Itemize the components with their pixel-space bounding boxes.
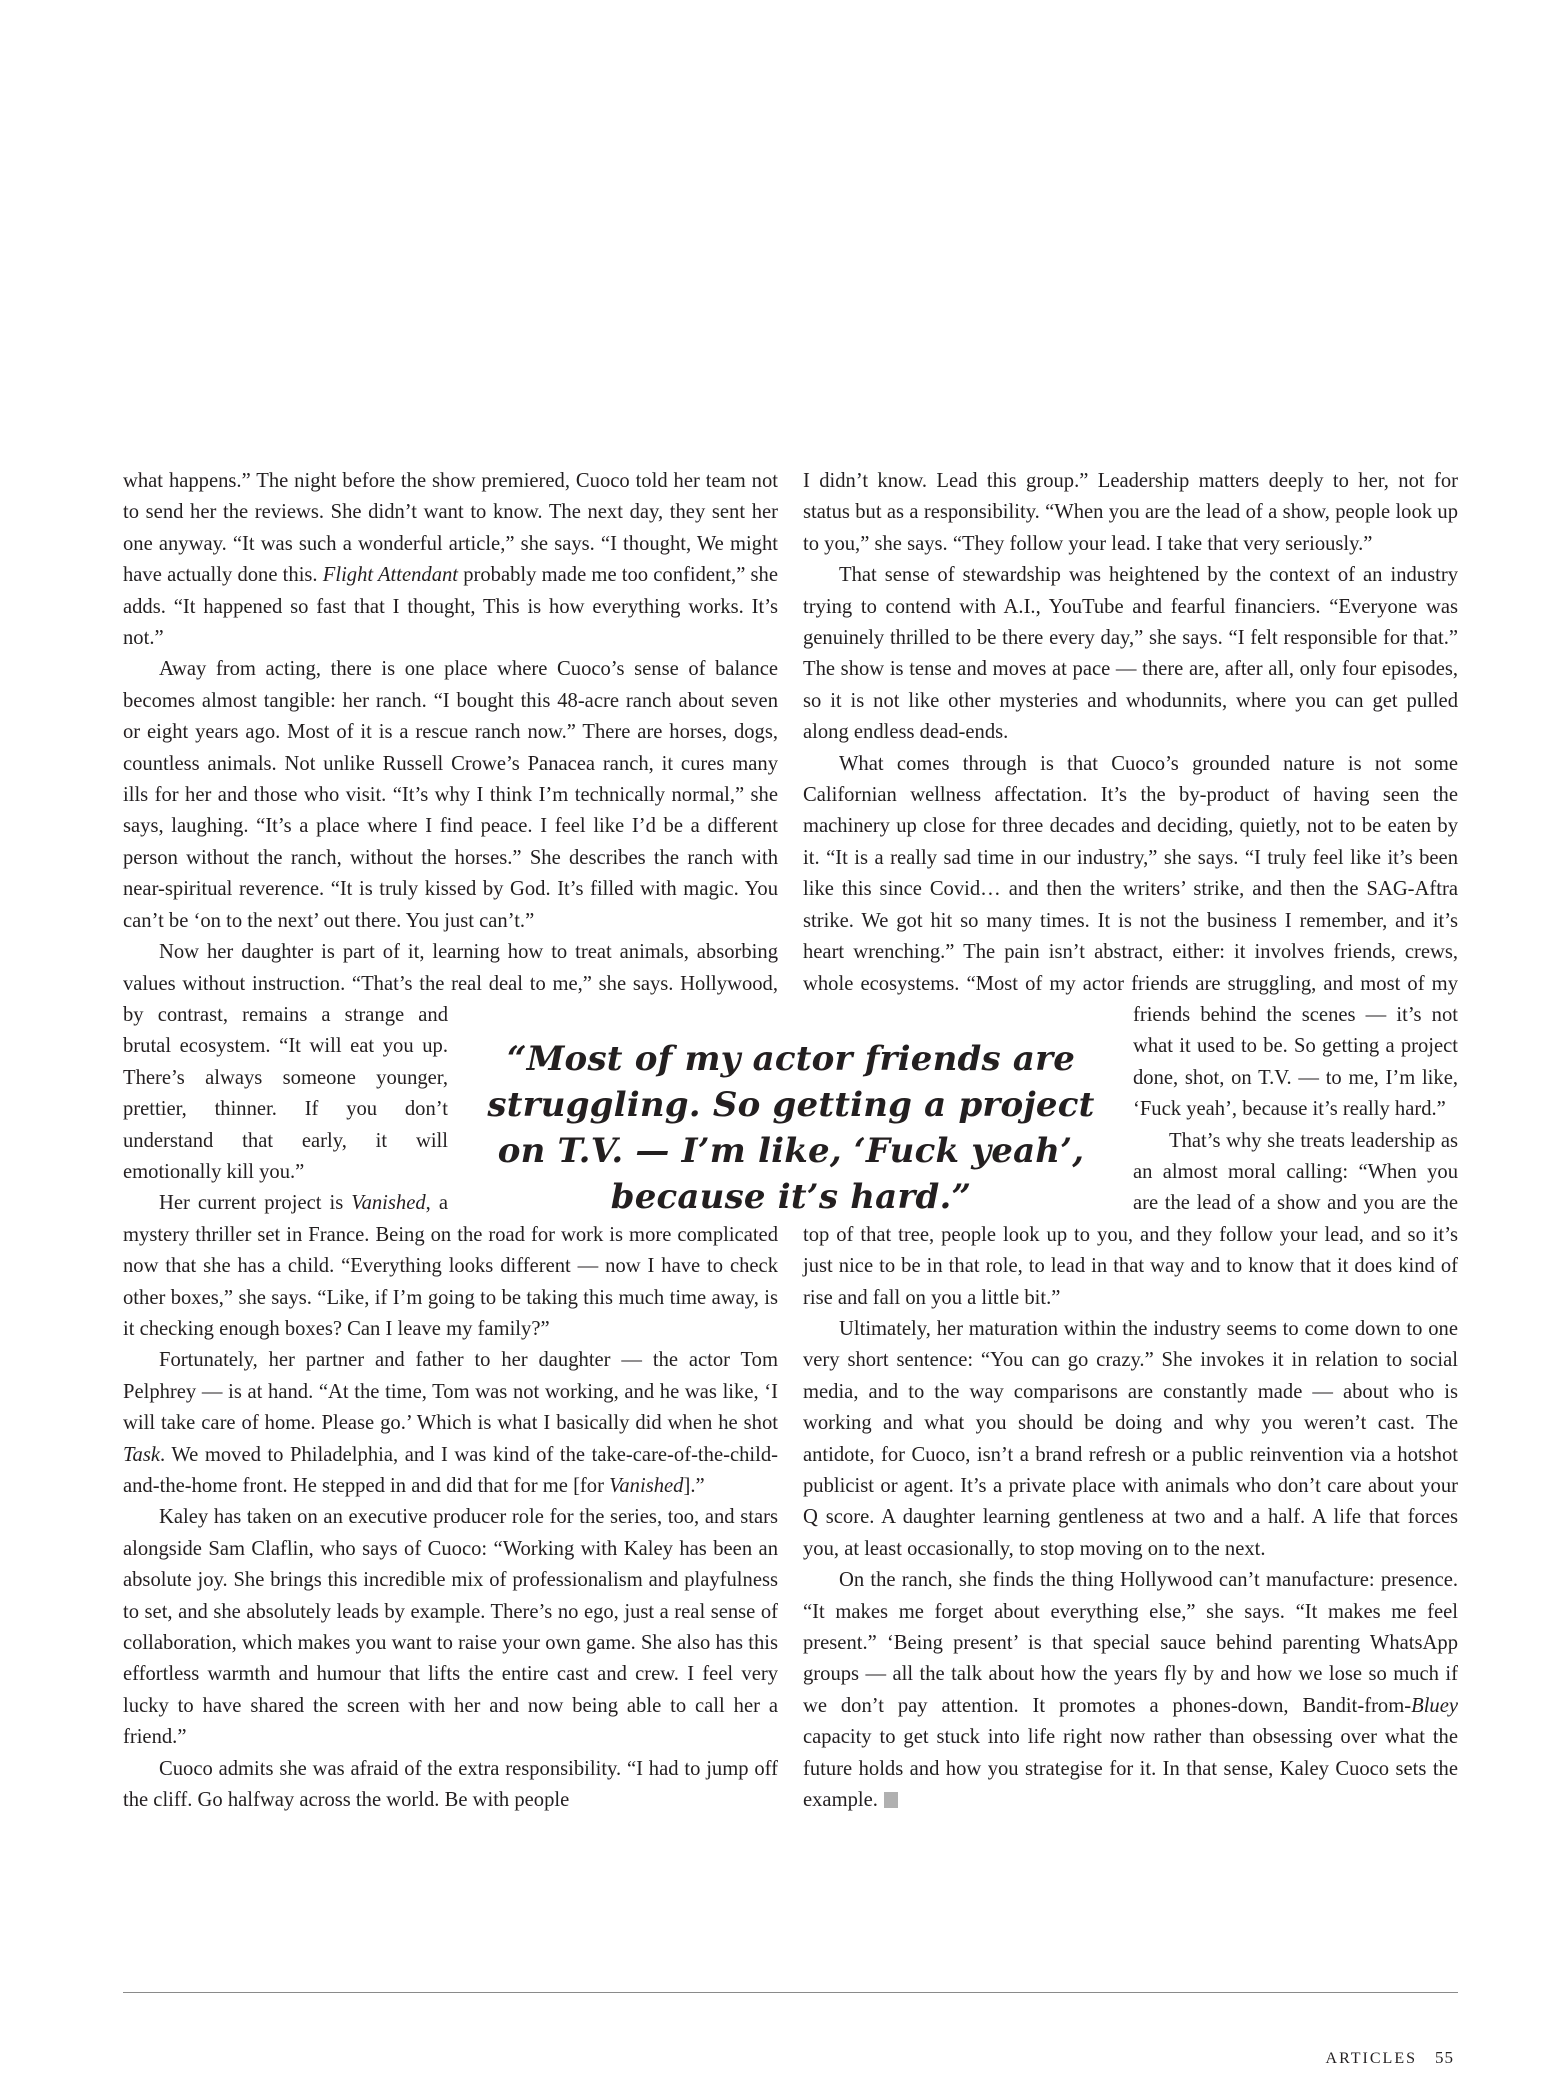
paragraph: I didn’t know. Lead this group.” Leadership matters deeply to her, not for status but as a responsibility. “When you are the lead of a show, people look up to you,” she says. “They follow your lead. I take that very seriously.”	[803, 470, 1458, 555]
italic-title: Flight Attendant	[322, 564, 459, 587]
text: On the ranch, she finds the thing Hollywood can’t manufacture: presence. “It makes me forget about everything else,” she says. “It makes me feel present.” ‘Being present’ is that special sauce behind parenting WhatsApp groups — all the talk about how the years fly by and how we lose so much if we don’t pay attention. It promotes a phones-down, Bandit-from-	[803, 1569, 1458, 1717]
paragraph: Cuoco admits she was afraid of the extra responsibility. “I had to jump off the cliff. Go halfway across the world. Be with people	[123, 1757, 778, 1812]
text: Her current project is	[159, 1192, 352, 1215]
italic-title: Vanished	[609, 1475, 684, 1497]
paragraph: Ultimately, her maturation within the industry seems to come down to one very short sentence: “You can go crazy.” She invokes it in relation to social media, and to the way comparisons are constantly made — about who is working and what you should be doing and why you weren’t cast. The antidote, for Cuoco, isn’t a brand refresh or a public reinvention via a hotshot publicist or agent. It’s a private place with animals who don’t care about your Q score. A daughter learning gentleness at two and a half. A life that forces you, at least occasionally, to stop moving on to the next.	[803, 1317, 1458, 1560]
paragraph: Now her daughter is part of it, learning how to treat animals, absorbing values without instruction. “That’s the real deal to me,” she says. Hollywood, by contrast, remains a strange and brutal ecosystem. “It will eat you up. There’s always someone younger, prettier, thinner. If you don’t understand that early, it will emotionally kill you.”	[123, 941, 778, 1183]
text: . We moved to Philadelphia, and I was kind of the take-care-of-the-child-and-the-home front. He stepped in and did that for me [for	[123, 1443, 778, 1497]
paragraph	[123, 466, 778, 654]
italic-title: Vanished	[351, 1192, 426, 1215]
text: ].”	[683, 1475, 705, 1497]
text: Fortunately, her partner and father to her daughter — the actor Tom Pelphrey — is at hand. “At the time, Tom was not working, and he was like, ‘I will take care of home. Please go.’ Which is what I basically did when he shot	[123, 1349, 778, 1435]
paragraph: That’s why she treats leadership as an almost moral calling: “When you are the lead of a show and you are the top of that tree, people look up to you, and they follow your lead, and so it’s just nice to be in that role, to lead in that way and to know that it does kind of rise and fall on you a little bit.”	[803, 1129, 1458, 1309]
page-footer	[1326, 2048, 1454, 2068]
italic-title: Task	[123, 1443, 161, 1466]
text: probably made me too confident,” she adds. “It happened so fast that I thought, This is how everything works. It’s not.”	[123, 564, 778, 650]
footer-rule	[123, 1992, 1458, 1993]
italic-title: Bluey	[1411, 1694, 1458, 1717]
section-label: ARTICLES	[1325, 2050, 1417, 2067]
end-mark-icon	[884, 1792, 898, 1808]
text: , a mystery thriller set in France. Being on the road for work is more complicated now that she has a child. “Everything looks different — now I have to check other boxes,” she says. “Like, if I’m going to be taking this much time away, is it checking enough boxes? Can I leave my family?”	[123, 1192, 778, 1340]
paragraph: That sense of stewardship was heightened by the context of an industry trying to contend with A.I., YouTube and fearful financiers. “Everyone was genuinely thrilled to be there every day,” she says. “I felt responsible for that.” The show is tense and moves at pace — there are, after all, only four episodes, so it is not like other mysteries and whodunnits, where you can get pulled along endless dead-ends.	[803, 564, 1458, 744]
text: capacity to get stuck into life right now rather than obsessing over what the future holds and how you strategise for it. In that sense, Kaley Cuoco sets the example.	[803, 1726, 1458, 1812]
paragraph	[123, 1345, 778, 1502]
paragraph	[803, 1565, 1458, 1816]
pull-quote: “Most of my actor friends are struggling. So getting a project on T.V. — I’m like, ‘Fuck yeah’, because it’s hard.”	[487, 1039, 1095, 1217]
page-number: 55	[1435, 2048, 1454, 2067]
paragraph: What comes through is that Cuoco’s grounded nature is not some Californian wellness affectation. It’s the by-product of having seen the machinery up close for three decades and deciding, quietly, not to be eaten by it. “It is a really sad time in our industry,” she says. “I truly feel like it’s been like this since Covid… and then the writers’ strike, and then the SAG-Aftra strike. We got hit so many times. It is not the business I remember, and it’s heart wrenching.” The pain isn’t abstract, either: it involves friends, crews, whole ecosystems. “Most of my actor friends are struggling, and most of my friends behind the scenes — it’s not what it used to be. So getting a project done, shot, on T.V. — to me, I’m like, ‘Fuck yeah’, because it’s really hard.”	[803, 752, 1458, 1121]
text: what happens.” The night before the show premiered, Cuoco told her team not to send her the reviews. She didn’t want to know. The next day, they sent her one anyway. “It was such a wonderful article,” she says. “I thought, We might have actually done this.	[123, 470, 778, 587]
paragraph: Away from acting, there is one place where Cuoco’s sense of balance becomes almost tangible: her ranch. “I bought this 48-acre ranch about seven or eight years ago. Most of it is a rescue ranch now.” There are horses, dogs, countless animals. Not unlike Russell Crowe’s Panacea ranch, it cures many ills for her and those who visit. “It’s why I think I’m technically normal,” she says, laughing. “It’s a place where I find peace. I feel like I’d be a different person without the ranch, without the horses.” She describes the ranch with near-spiritual reverence. “It is truly kissed by God. It’s filled with magic. You can’t be ‘on to the next’ out there. You just can’t.”	[123, 658, 778, 932]
paragraph: Kaley has taken on an executive producer role for the series, too, and stars alongside Sam Claflin, who says of Cuoco: “Working with Kaley has been an absolute joy. She brings this incredible mix of professionalism and playfulness to set, and she absolutely leads by example. There’s no ego, just a real sense of collaboration, which makes you want to raise your own game. She also has this effortless warmth and humour that lifts the entire cast and crew. I feel very lucky to have shared the screen with her and now being able to call her a friend.”	[123, 1506, 778, 1749]
